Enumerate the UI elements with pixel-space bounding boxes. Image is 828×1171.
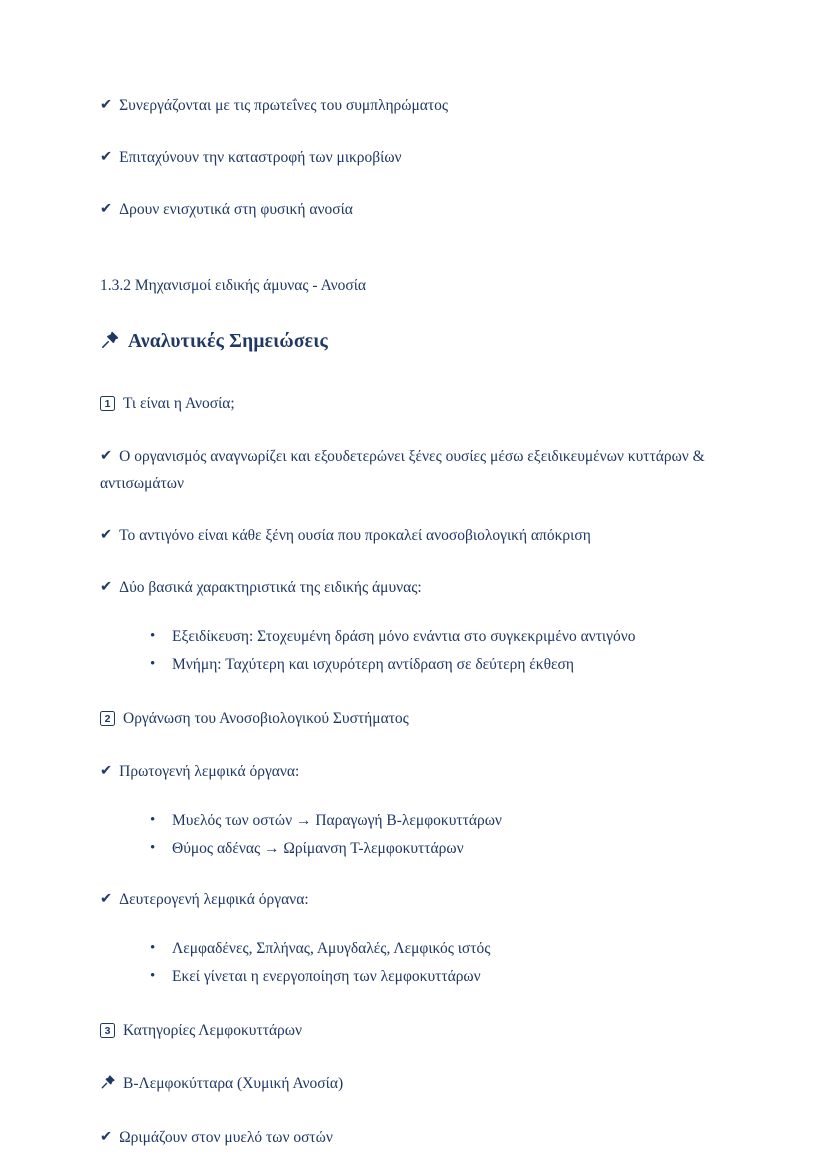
keycap-number-icon: 3 (100, 1023, 115, 1038)
list-item-label: Ο οργανισμός αναγνωρίζει και εξουδετερώνει ξένες ουσίες μέσω εξειδικευμένων κυττάρων & αντισωμάτων (100, 448, 705, 492)
list-item (100, 758, 728, 785)
numbered-heading-3 (100, 1018, 728, 1044)
sub-list-item: • Μνήμη: Ταχύτερη και ισχυρότερη αντίδραση σε δεύτερη έκθεση (150, 652, 728, 678)
check-icon: ✔ (100, 149, 113, 165)
list-item-label: Συνεργάζονται με τις πρωτεΐνες του συμπληρώματος (119, 97, 449, 114)
numbered-heading-label: Οργάνωση του Ανοσοβιολογικού Συστήματος (123, 710, 409, 727)
list-item-label: Δευτερογενή λεμφικά όργανα: (119, 891, 309, 908)
sub-list (100, 624, 728, 678)
list-item (100, 144, 728, 171)
sub-list-item: • Θύμος αδένας → Ωρίμανση Τ-λεμφοκυττάρων (150, 836, 728, 862)
keycap-number-icon: 1 (100, 396, 115, 411)
check-icon: ✔ (100, 527, 113, 543)
subheading-b-lymphocytes (100, 1070, 728, 1099)
check-icon: ✔ (100, 1129, 113, 1145)
list-item (100, 196, 728, 223)
check-icon: ✔ (100, 579, 113, 595)
numbered-heading-1 (100, 391, 728, 417)
intro-check-list (100, 92, 728, 223)
pushpin-icon (100, 1072, 116, 1099)
sub-list (100, 936, 728, 990)
list-item-label: Δρουν ενισχυτικά στη φυσική ανοσία (119, 201, 353, 218)
section-spacer (100, 248, 728, 274)
keycap-number-icon: 2 (100, 711, 115, 726)
check-icon: ✔ (100, 97, 113, 113)
numbered-heading-2 (100, 706, 728, 732)
pushpin-icon (100, 330, 120, 359)
list-item-label: Το αντιγόνο είναι κάθε ξένη ουσία που προκαλεί ανοσοβιολογική απόκριση (119, 527, 591, 544)
list-item-label: Δύο βασικά χαρακτηριστικά της ειδικής άμυνας: (119, 579, 422, 596)
list-item (100, 1124, 728, 1151)
list-item (100, 92, 728, 119)
list-item (100, 443, 728, 497)
sub-list-item: • Λεμφαδένες, Σπλήνας, Αμυγδαλές, Λεμφικός ιστός (150, 936, 728, 962)
section-label: 1.3.2 Μηχανισμοί ειδικής άμυνας - Ανοσία (100, 277, 367, 294)
subheading-label: Β-Λεμφοκύτταρα (Χυμική Ανοσία) (123, 1075, 344, 1092)
check-icon: ✔ (100, 448, 113, 464)
list-item (100, 886, 728, 913)
sub-list-item: • Εκεί γίνεται η ενεργοποίηση των λεμφοκυττάρων (150, 964, 728, 990)
list-item-label: Επιταχύνουν την καταστροφή των μικροβίων (119, 149, 402, 166)
numbered-heading-label: Κατηγορίες Λεμφοκυττάρων (123, 1022, 303, 1039)
check-icon: ✔ (100, 201, 113, 217)
check-icon: ✔ (100, 891, 113, 907)
check-icon: ✔ (100, 763, 113, 779)
list-item (100, 522, 728, 549)
page-title (100, 328, 728, 359)
sub-list-item: • Εξειδίκευση: Στοχευμένη δράση μόνο ενάντια στο συγκεκριμένο αντιγόνο (150, 624, 728, 650)
sub-list-item: • Μυελός των οστών → Παραγωγή Β-λεμφοκυττάρων (150, 808, 728, 834)
list-item-label: Πρωτογενή λεμφικά όργανα: (119, 763, 300, 780)
page-title-text: Αναλυτικές Σημειώσεις (128, 331, 328, 352)
numbered-heading-label: Τι είναι η Ανοσία; (123, 395, 235, 412)
list-item-label: Ωριμάζουν στον μυελό των οστών (119, 1129, 333, 1146)
sub-list (100, 808, 728, 862)
list-item (100, 574, 728, 601)
